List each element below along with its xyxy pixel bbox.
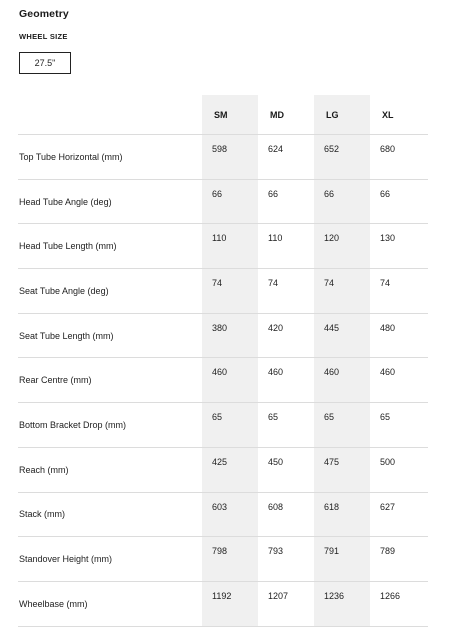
value-cell: 66 xyxy=(258,179,314,224)
value-cell: 1266 xyxy=(370,581,428,626)
value-cell: 460 xyxy=(202,358,258,403)
page-title: Geometry xyxy=(19,8,69,20)
value-cell: 66 xyxy=(314,179,370,224)
column-header-sm: SM xyxy=(202,95,258,135)
value-cell: 500 xyxy=(370,447,428,492)
value-cell: 1207 xyxy=(258,581,314,626)
value-cell: 130 xyxy=(370,224,428,269)
value-cell: 425 xyxy=(202,447,258,492)
value-cell: 110 xyxy=(258,224,314,269)
value-cell: 680 xyxy=(370,135,428,180)
value-cell: 65 xyxy=(370,403,428,448)
value-cell: 74 xyxy=(202,269,258,314)
table-row xyxy=(18,447,428,492)
row-label: Reach (mm) xyxy=(18,447,202,492)
column-header-lg: LG xyxy=(314,95,370,135)
row-label: Top Tube Horizontal (mm) xyxy=(18,135,202,180)
value-cell: 1236 xyxy=(314,581,370,626)
table-row xyxy=(18,224,428,269)
value-cell: 65 xyxy=(258,403,314,448)
value-cell: 450 xyxy=(258,447,314,492)
row-label: Wheelbase (mm) xyxy=(18,581,202,626)
value-cell: 789 xyxy=(370,537,428,582)
value-cell: 66 xyxy=(202,179,258,224)
value-cell: 120 xyxy=(314,224,370,269)
table-row xyxy=(18,358,428,403)
value-cell: 460 xyxy=(370,358,428,403)
geometry-table xyxy=(18,95,428,627)
row-label: Seat Tube Angle (deg) xyxy=(18,269,202,314)
row-label: Standover Height (mm) xyxy=(18,537,202,582)
value-cell: 608 xyxy=(258,492,314,537)
value-cell: 480 xyxy=(370,313,428,358)
value-cell: 1192 xyxy=(202,581,258,626)
table-row xyxy=(18,403,428,448)
table-row xyxy=(18,492,428,537)
row-label: Head Tube Angle (deg) xyxy=(18,179,202,224)
value-cell: 445 xyxy=(314,313,370,358)
value-cell: 793 xyxy=(258,537,314,582)
value-cell: 791 xyxy=(314,537,370,582)
value-cell: 460 xyxy=(314,358,370,403)
row-label: Bottom Bracket Drop (mm) xyxy=(18,403,202,448)
value-cell: 627 xyxy=(370,492,428,537)
value-cell: 798 xyxy=(202,537,258,582)
value-cell: 74 xyxy=(370,269,428,314)
value-cell: 380 xyxy=(202,313,258,358)
table-header-row xyxy=(18,95,428,135)
table-row xyxy=(18,179,428,224)
wheel-size-option-button[interactable]: 27.5" xyxy=(19,52,71,74)
value-cell: 460 xyxy=(258,358,314,403)
column-header-md: MD xyxy=(258,95,314,135)
value-cell: 652 xyxy=(314,135,370,180)
value-cell: 420 xyxy=(258,313,314,358)
table-row xyxy=(18,581,428,626)
table-row xyxy=(18,135,428,180)
row-label: Seat Tube Length (mm) xyxy=(18,313,202,358)
row-label: Rear Centre (mm) xyxy=(18,358,202,403)
value-cell: 65 xyxy=(202,403,258,448)
value-cell: 110 xyxy=(202,224,258,269)
value-cell: 475 xyxy=(314,447,370,492)
header-label-cell xyxy=(18,95,202,135)
value-cell: 624 xyxy=(258,135,314,180)
value-cell: 74 xyxy=(314,269,370,314)
table-row xyxy=(18,269,428,314)
value-cell: 618 xyxy=(314,492,370,537)
value-cell: 66 xyxy=(370,179,428,224)
value-cell: 598 xyxy=(202,135,258,180)
column-header-xl: XL xyxy=(370,95,428,135)
value-cell: 65 xyxy=(314,403,370,448)
table-row xyxy=(18,313,428,358)
table-row xyxy=(18,537,428,582)
wheel-size-label: WHEEL SIZE xyxy=(19,32,68,41)
row-label: Head Tube Length (mm) xyxy=(18,224,202,269)
value-cell: 74 xyxy=(258,269,314,314)
row-label: Stack (mm) xyxy=(18,492,202,537)
value-cell: 603 xyxy=(202,492,258,537)
